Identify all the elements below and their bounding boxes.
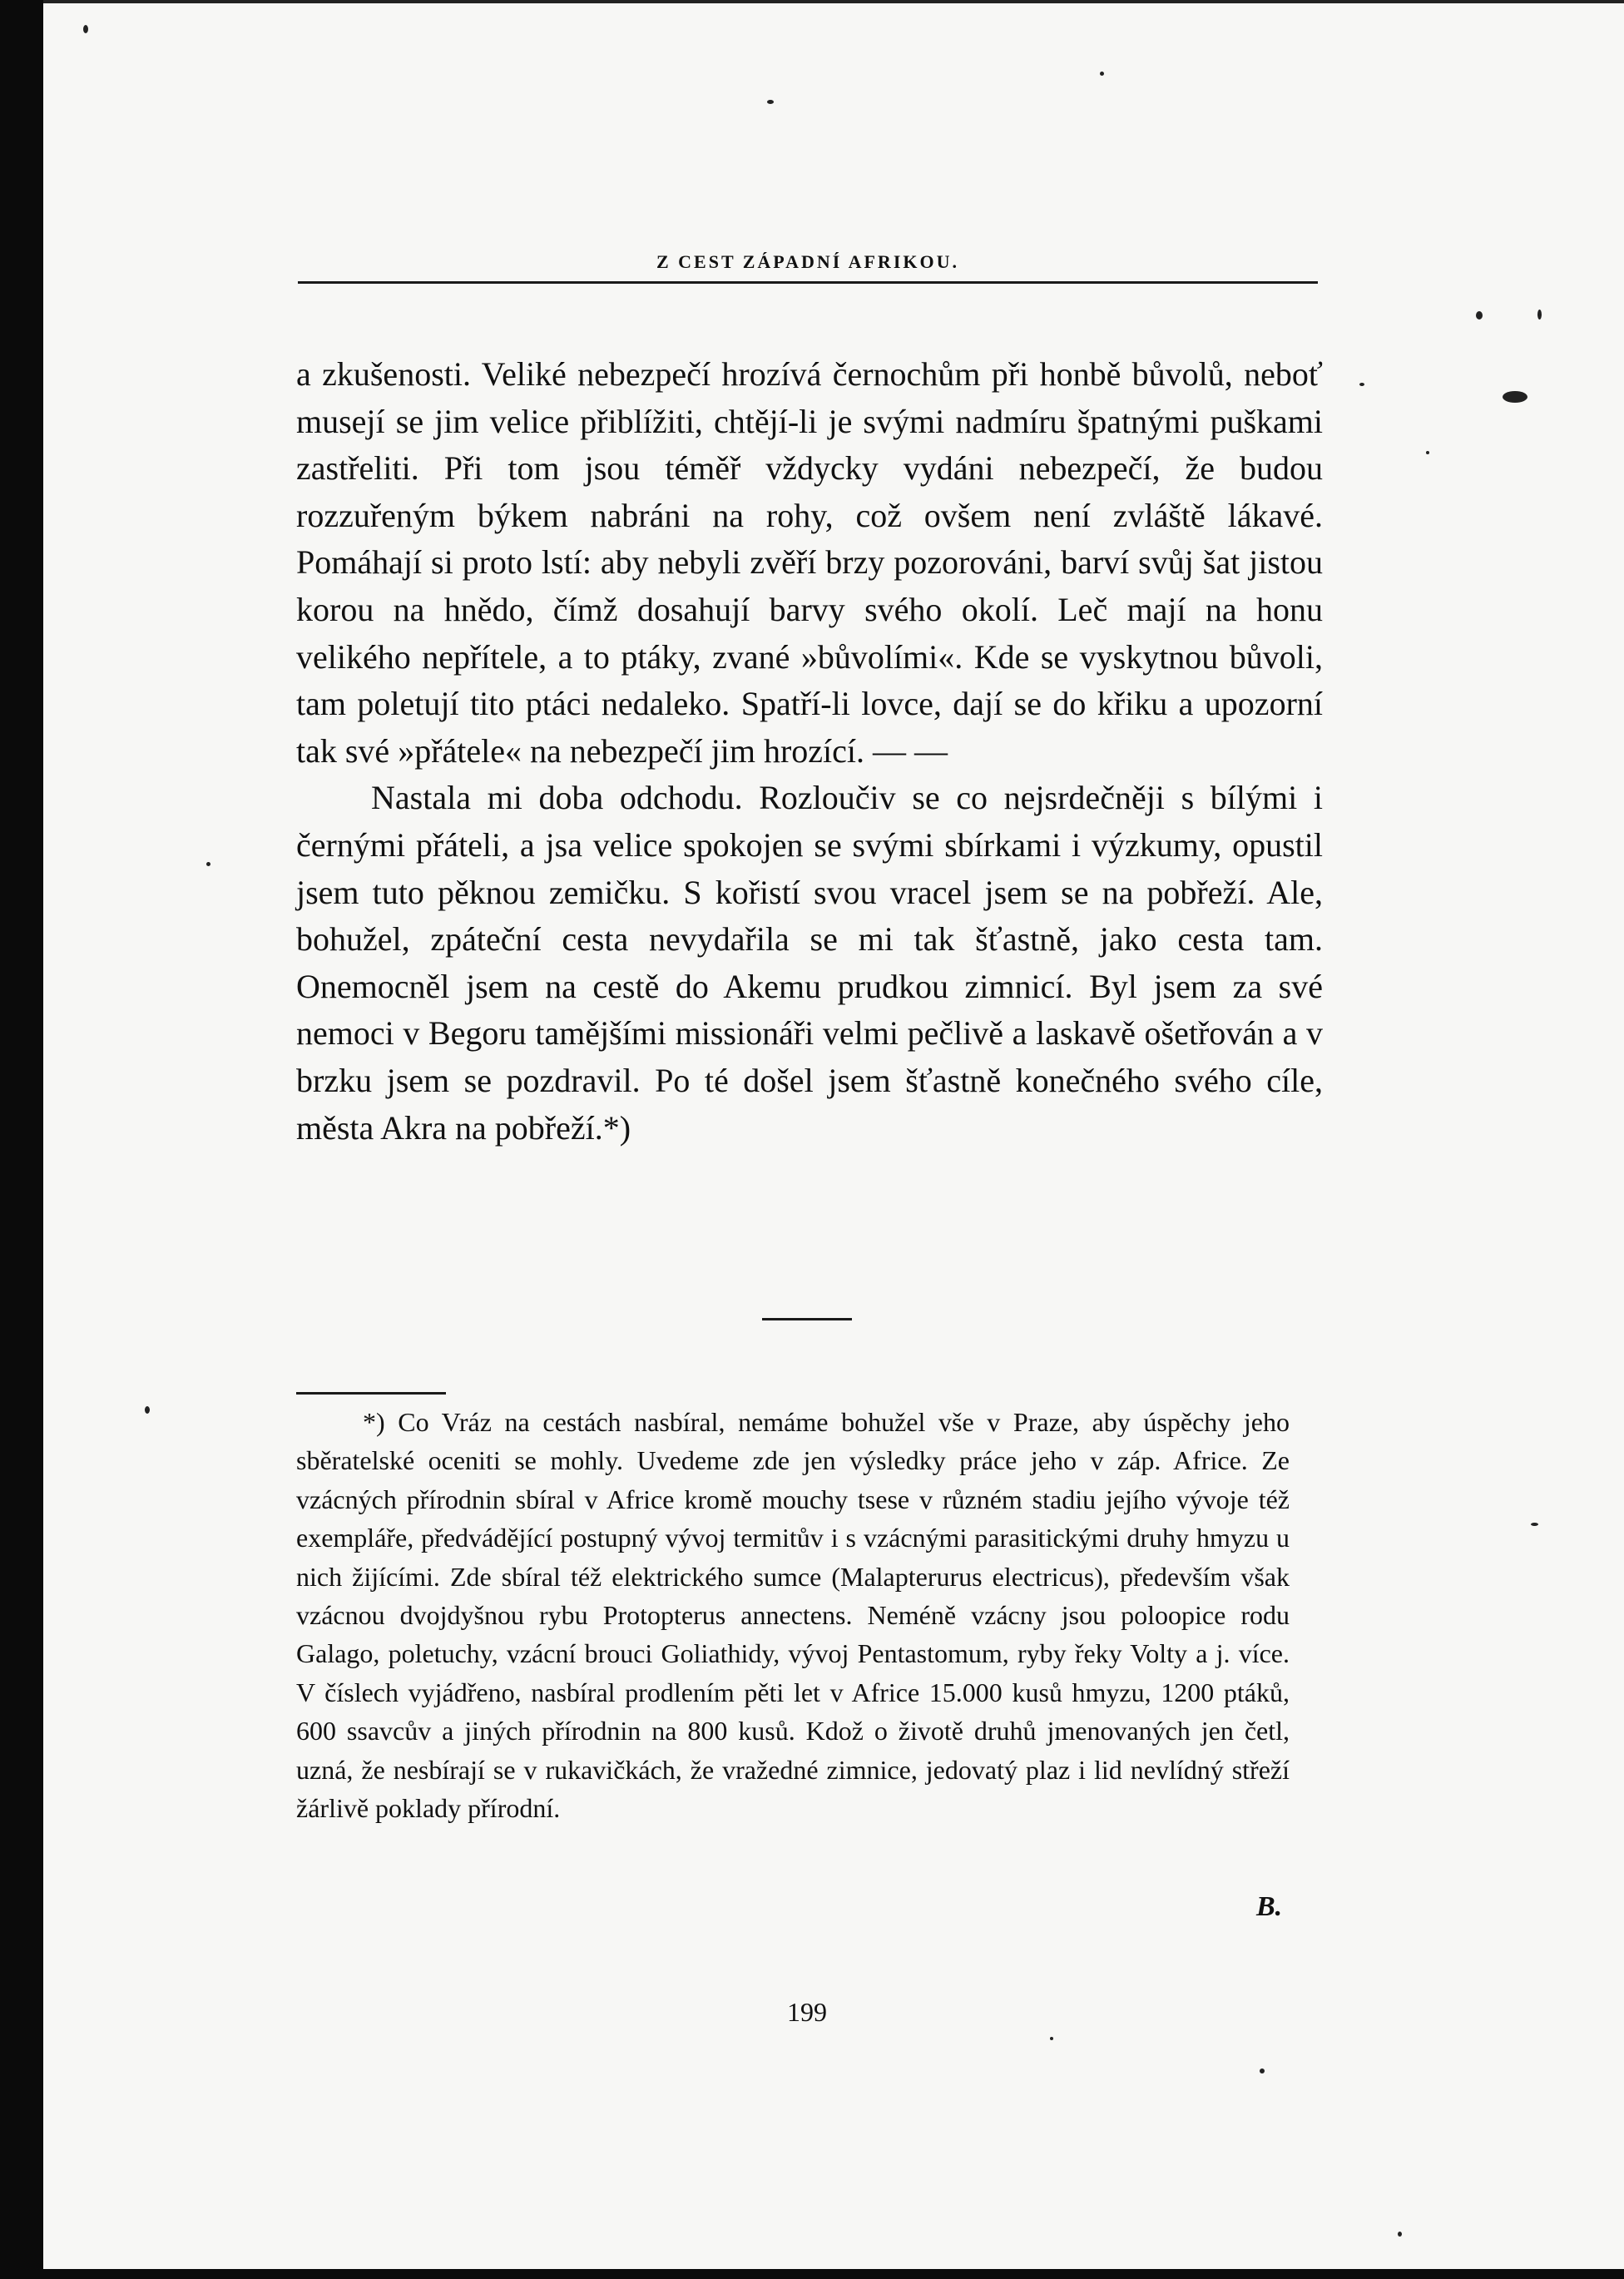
- footnote-marker: *): [363, 1407, 385, 1437]
- running-head-rule: [298, 281, 1318, 284]
- running-head: Z CEST ZÁPADNÍ AFRIKOU.: [656, 251, 959, 272]
- main-text: [296, 351, 1323, 1152]
- scan-speck: [1426, 451, 1429, 454]
- footnote-text: Co Vráz na cestách nasbíral, nemáme bohužel vše v Praze, aby úspěchy jeho sběratelské oceniti se mohly. Uvedeme zde jen výsledky práce jeho v záp. Africe. Ze vzácných přírodnin sbíral v Africe kromě mouchy tsese v různém stadiu jejího vývoje též exempláře, předvádějící postupný vývoj termitův i s vzácnými parasitickými druhy hmyzu u nich žijícími. Zde sbíral též elektrického sumce (Malapterurus electricus), především však vzácnou dvojdyšnou rybu Protopterus annectens. Neméně vzácny jsou poloopice rodu Galago, poletuchy, vzácní brouci Goliathidy, vývoj Pentastomum, ryby řeky Volty a j. více. V číslech vyjádřeno, nasbíral prodlením pěti let v Africe 15.000 kusů hmyzu, 1200 ptáků, 600 ssavcův a jiných přírodnin na 800 kusů. Kdož o životě druhů jmenovaných jen četl, uzná, že nesbírají se v rukavičkách, že vražedné zimnice, jedovatý plaz i lid nevlídný střeží žárlivě poklady přírodní.: [296, 1407, 1290, 1824]
- scan-speck: [145, 1406, 150, 1414]
- scan-speck: [1537, 310, 1542, 320]
- scan-speck: [1260, 2068, 1265, 2073]
- scan-speck: [1476, 311, 1483, 320]
- footnote-signature: B.: [1256, 1891, 1283, 1922]
- paragraph-1: a zkušenosti. Veliké nebezpečí hrozívá černochům při honbě bůvolů, neboť musejí se jim velice přiblížiti, chtějí-li je svými nadmíru špatnými puškami zastřeliti. Při tom jsou téměř vždycky vydáni nebezpečí, že budou rozzuřeným býkem nabráni na rohy, což ovšem není zvláště lákavé. Pomáhají si proto lstí: aby nebyli zvěří brzy pozorováni, barví svůj šat jistou korou na hnědo, čímž dosahují barvy svého okolí. Leč mají na honu velikého nepřítele, a to ptáky, zvané »bůvolími«. Kde se vyskytnou bůvoli, tam poletují tito ptáci nedaleko. Spatří-li lovce, dají se do křiku a upozorní tak své »přátele« na nebezpečí jim hrozící. — —: [296, 355, 1323, 770]
- scan-border-left: [0, 0, 43, 2279]
- scan-speck: [767, 100, 774, 104]
- footnote: [296, 1403, 1290, 1827]
- scan-speck: [1050, 2037, 1053, 2040]
- scan-speck: [1398, 2232, 1402, 2237]
- paragraph-2: Nastala mi doba odchodu. Rozloučiv se co nejsrdečněji s bílými i černými přáteli, a jsa velice spokojen se svými sbírkami i výzkumy, opustil jsem tuto pěknou zemičku. S kořistí svou vracel jsem se na pobřeží. Ale, bohužel, zpáteční cesta nevydařila se mi tak šťastně, jako cesta tam. Onemocněl jsem na cestě do Akemu prudkou zimnicí. Byl jsem za své nemoci v Begoru tamějšími missionáři velmi pečlivě a laskavě ošetřován a v brzku jsem se pozdravil. Po té došel jsem šťastně konečného svého cíle, města Akra na pobřeží.*): [296, 779, 1323, 1147]
- scan-speck: [83, 25, 88, 33]
- scan-speck: [206, 862, 210, 866]
- scan-speck: [1359, 383, 1364, 386]
- scan-speck: [1503, 391, 1527, 403]
- scan-speck: [1100, 72, 1104, 76]
- footnote-body: [296, 1403, 1290, 1827]
- page-number: 199: [787, 1997, 827, 2027]
- scan-border-bottom: [0, 2269, 1624, 2279]
- section-end-rule: [762, 1318, 852, 1320]
- footnote-rule: [296, 1392, 446, 1395]
- scan-speck: [1531, 1523, 1538, 1526]
